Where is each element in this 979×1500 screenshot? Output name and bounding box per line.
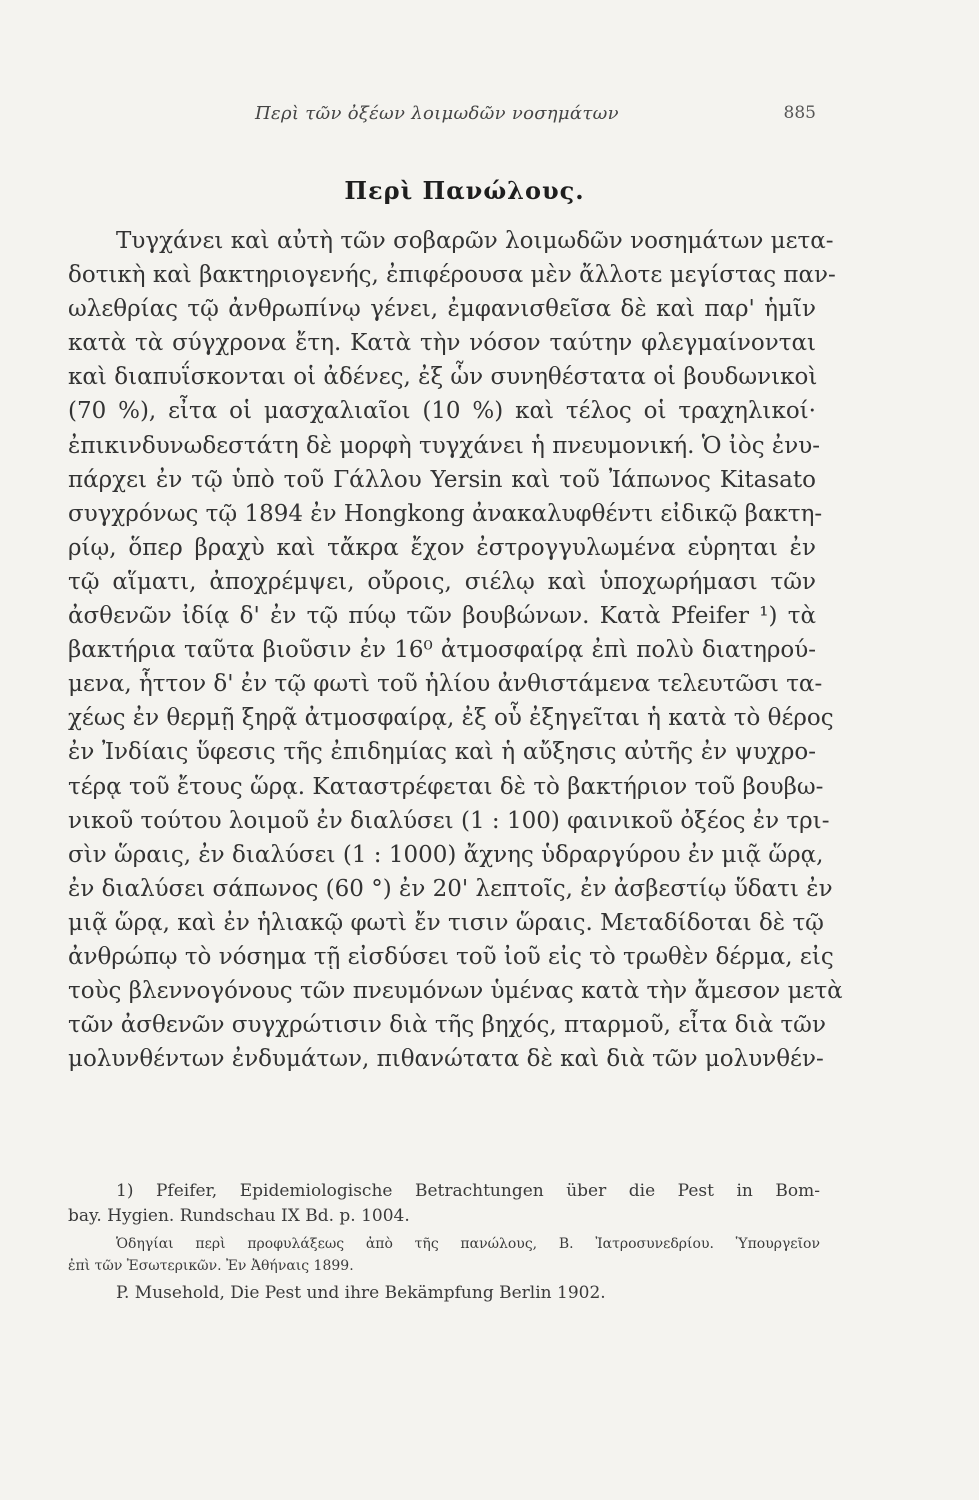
text-line: Τυγχάνει καὶ αὐτὴ τῶν σοβαρῶν λοιμωδῶν νοσημάτων μετα-: [116, 228, 834, 254]
text-line: μιᾷ ὥρᾳ, καὶ ἐν ἡλιακῷ φωτὶ ἔν τισιν ὥραις. Μεταδίδοται δὲ τῷ: [68, 909, 824, 936]
body-paragraph: [68, 224, 843, 1076]
text-line: συγχρόνως τῷ 1894 ἐν Hongkong ἀνακαλυφθέντι εἰδικῷ βακτη-: [68, 500, 823, 527]
footnote-line: bay. Hygien. Rundschau IX Bd. p. 1004.: [68, 1206, 410, 1226]
running-header: [60, 103, 820, 133]
text-line: καὶ διαπυΐσκονται οἱ ἀδένες, ἐξ ὧν συνηθέστατα οἱ βουδωνικοὶ: [68, 364, 818, 391]
text-line: τοὺς βλεννογόνους τῶν πνευμόνων ὑμένας κατὰ τὴν ἄμεσον μετὰ: [68, 978, 843, 1005]
text-line: πάρχει ἐν τῷ ὑπὸ τοῦ Γάλλου Yersin καὶ τοῦ Ἰάπωνος Kitasato: [68, 466, 816, 493]
text-line: ωλεθρίας τῷ ἀνθρωπίνῳ γένει, ἐμφανισθεῖσα δὲ καὶ παρ' ἡμῖν: [68, 296, 816, 323]
text-line: ἐν διαλύσει σάπωνος (60 °) ἐν 20' λεπτοῖς, ἐν ἀσβεστίῳ ὕδατι ἐν: [68, 875, 833, 902]
text-line: μολυνθέντων ἐνδυμάτων, πιθανώτατα δὲ καὶ διὰ τῶν μολυνθέν-: [68, 1046, 824, 1073]
footnotes: [68, 1179, 820, 1306]
section-title: [0, 176, 979, 205]
text-line: τῷ αἵματι, ἀποχρέμψει, οὔροις, σιέλῳ καὶ ὑποχωρήμασι τῶν: [68, 568, 816, 595]
text-line: ἐπικινδυνωδεστάτη δὲ μορφὴ τυγχάνει ἡ πνευμονική. Ὁ ἰὸς ἐνυ-: [68, 432, 820, 459]
text-line: κατὰ τὰ σύγχρονα ἔτη. Κατὰ τὴν νόσον ταύτην φλεγμαίνονται: [68, 330, 816, 357]
page-number: 885: [783, 103, 816, 123]
text-line: ἀνθρώπῳ τὸ νόσημα τῇ εἰσδύσει τοῦ ἰοῦ εἰς τὸ τρωθὲν δέρμα, εἰς: [68, 943, 834, 970]
running-title: Περὶ τῶν ὀξέων λοιμωδῶν νοσημάτων: [255, 103, 619, 124]
text-line: ἀσθενῶν ἰδίᾳ δ' ἐν τῷ πύῳ τῶν βουβώνων. Κατὰ Pfeifer ¹) τὰ: [68, 603, 816, 630]
text-line: βακτήρια ταῦτα βιοῦσιν ἐν 16⁰ ἀτμοσφαίρᾳ ἐπὶ πολὺ διατηρού-: [68, 637, 816, 664]
text-line: (70 %), εἶτα οἱ μασχαλιαῖοι (10 %) καὶ τέλος οἱ τραχηλικοί·: [68, 398, 816, 425]
text-line: δοτικὴ καὶ βακτηριογενής, ἐπιφέρουσα μὲν ἄλλοτε μεγίστας παν-: [68, 262, 836, 289]
text-line: νικοῦ τούτου λοιμοῦ ἐν διαλύσει (1 : 100) φαινικοῦ ὀξέος ἐν τρι-: [68, 807, 830, 834]
footnote-line: ἐπὶ τῶν Ἐσωτερικῶν. Ἐν Ἀθήναις 1899.: [68, 1258, 354, 1274]
footnote-line: Ὁδηγίαι περὶ προφυλάξεως ἀπὸ τῆς πανώλους, Β. Ἰατροσυνεδρίου. Ὑπουργεῖον: [116, 1236, 820, 1252]
text-line: ρίῳ, ὅπερ βραχὺ καὶ τἄκρα ἔχον ἐστρογγυλωμένα εὑρηται ἐν: [68, 534, 816, 561]
text-line: τέρᾳ τοῦ ἔτους ὥρᾳ. Καταστρέφεται δὲ τὸ βακτήριον τοῦ βουβω-: [68, 773, 824, 800]
section-title-text: Περὶ Πανώλους.: [344, 176, 585, 205]
text-line: τῶν ἀσθενῶν συγχρώτισιν διὰ τῆς βηχός, πταρμοῦ, εἶτα διὰ τῶν: [68, 1012, 826, 1039]
text-line: σὶν ὥραις, ἐν διαλύσει (1 : 1000) ἄχνης ὑδραργύρου ἐν μιᾷ ὥρᾳ,: [68, 841, 824, 868]
text-line: χέως ἐν θερμῇ ξηρᾷ ἀτμοσφαίρᾳ, ἐξ οὗ ἐξηγεῖται ἡ κατὰ τὸ θέρος: [68, 705, 834, 732]
footnote-line: P. Musehold, Die Pest und ihre Bekämpfung Berlin 1902.: [116, 1283, 606, 1303]
footnote-line: 1) Pfeifer, Epidemiologische Betrachtungen über die Pest in Bom-: [116, 1181, 820, 1201]
text-line: ἐν Ἰνδίαις ὕφεσις τῆς ἐπιδημίας καὶ ἡ αὔξησις αὐτῆς ἐν ψυχρο-: [68, 739, 816, 766]
text-line: μενα, ἧττον δ' ἐν τῷ φωτὶ τοῦ ἡλίου ἀνθιστάμενα τελευτῶσι τα-: [68, 671, 823, 698]
